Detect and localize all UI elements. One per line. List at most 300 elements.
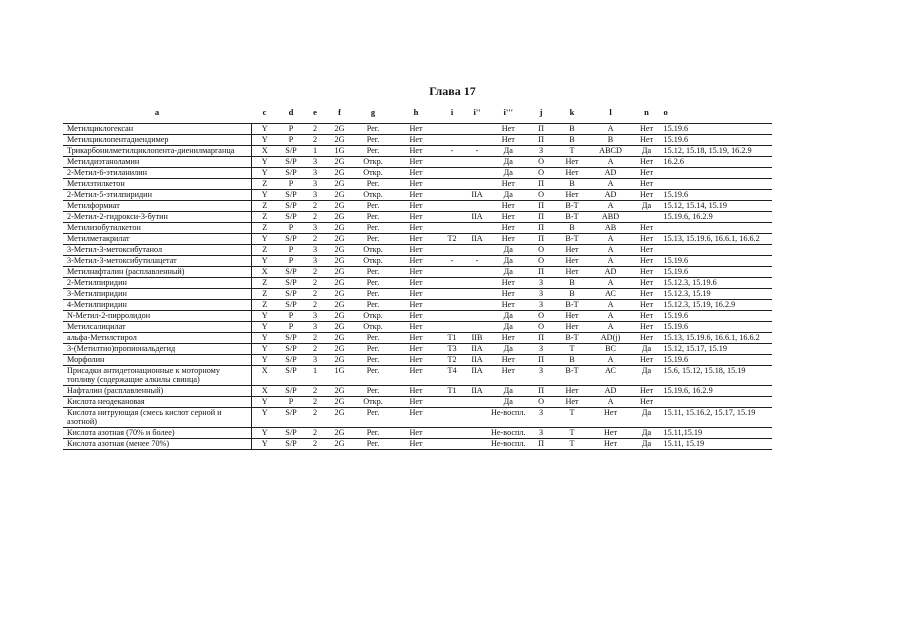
table-cell <box>439 266 465 277</box>
table-cell: P <box>278 396 304 407</box>
table-cell: Нет <box>555 321 590 332</box>
table-cell: 2 <box>304 396 326 407</box>
column-header: a <box>154 107 160 117</box>
table-cell: Откр. <box>353 244 393 255</box>
table-cell: 3 <box>304 310 326 321</box>
table-cell: 15.13, 15.19.6, 16.6.1, 16.6.2 <box>662 332 772 343</box>
table-cell: 2G <box>326 407 353 427</box>
product-name-cell: Метилсалицилат <box>63 321 251 332</box>
table-cell: Нет <box>393 156 439 167</box>
table-cell: О <box>528 321 555 332</box>
table-cell: 2G <box>326 266 353 277</box>
table-cell: Да <box>489 396 528 407</box>
table-cell: Да <box>489 343 528 354</box>
table-cell: X <box>251 145 278 156</box>
table-cell: Y <box>251 255 278 266</box>
table-cell: Нет <box>632 288 662 299</box>
table-cell: IIA <box>465 211 489 222</box>
table-row <box>63 178 772 189</box>
table-cell: IIA <box>465 354 489 365</box>
table-row <box>63 332 772 343</box>
table-cell: З <box>528 427 555 438</box>
table-cell <box>439 299 465 310</box>
table-cell: 2 <box>304 200 326 211</box>
product-name-cell: Кислота нитрующая (смесь кислот серной и азотной) <box>63 407 251 427</box>
table-cell: А <box>590 123 632 134</box>
table-cell <box>465 277 489 288</box>
table-cell: AD <box>590 266 632 277</box>
table-cell <box>662 396 772 407</box>
table-cell: Да <box>632 365 662 385</box>
table-cell: Рег. <box>353 288 393 299</box>
table-cell <box>439 277 465 288</box>
product-name-cell: Метилциклогексан <box>63 123 251 134</box>
table-cell: Нет <box>632 396 662 407</box>
table-row <box>63 310 772 321</box>
table-cell: IIA <box>465 385 489 396</box>
table-cell <box>465 123 489 134</box>
table-cell <box>439 407 465 427</box>
table-cell: А <box>590 244 632 255</box>
table-row <box>63 396 772 407</box>
table-cell: Да <box>489 189 528 200</box>
table-cell <box>439 156 465 167</box>
table-row <box>63 233 772 244</box>
table-cell: А <box>590 354 632 365</box>
table-cell: А <box>590 310 632 321</box>
table-cell: З <box>528 299 555 310</box>
table-cell: X <box>251 385 278 396</box>
table-cell: Да <box>489 255 528 266</box>
table-cell: 15.12.3, 15.19 <box>662 288 772 299</box>
table-cell: 15.11, 15.19 <box>662 438 772 449</box>
table-cell: АВ <box>590 222 632 233</box>
table-cell: Нет <box>632 266 662 277</box>
table-cell <box>465 288 489 299</box>
table-cell: В-Т <box>555 233 590 244</box>
table-cell: 2G <box>326 189 353 200</box>
table-cell: Да <box>489 266 528 277</box>
table-cell: 2 <box>304 299 326 310</box>
table-cell: 16.2.6 <box>662 156 772 167</box>
table-cell: Y <box>251 332 278 343</box>
table-cell: Нет <box>393 427 439 438</box>
table-cell: Y <box>251 407 278 427</box>
table-cell: S/P <box>278 365 304 385</box>
table-header-row <box>63 108 772 123</box>
table-cell <box>662 178 772 189</box>
table-row <box>63 438 772 449</box>
table-cell: Нет <box>632 321 662 332</box>
product-name-cell: Кислота азотная (менее 70%) <box>63 438 251 449</box>
table-cell: Нет <box>393 266 439 277</box>
table-cell: З <box>528 145 555 156</box>
table-row <box>63 222 772 233</box>
table-cell: Нет <box>489 178 528 189</box>
table-cell: П <box>528 134 555 145</box>
table-cell: 3 <box>304 156 326 167</box>
table-cell: AD <box>590 167 632 178</box>
table-cell: S/P <box>278 299 304 310</box>
table-cell: А <box>590 178 632 189</box>
table-cell: Нет <box>555 189 590 200</box>
table-cell: 2G <box>326 299 353 310</box>
table-cell: 1G <box>326 365 353 385</box>
product-name-cell: 3-Метилпиридин <box>63 288 251 299</box>
table-cell: 15.12.3, 15.19, 16.2.9 <box>662 299 772 310</box>
table-cell <box>439 178 465 189</box>
table-cell: P <box>278 255 304 266</box>
product-name-cell: Метилциклопентадиендимер <box>63 134 251 145</box>
table-cell: P <box>278 222 304 233</box>
table-cell: Откр. <box>353 396 393 407</box>
product-name-cell: 2-Метил-2-гидрокси-3-бутин <box>63 211 251 222</box>
table-cell: А <box>590 299 632 310</box>
table-cell: Нет <box>555 310 590 321</box>
table-cell: Нет <box>489 288 528 299</box>
table-cell: 2 <box>304 266 326 277</box>
table-cell: Y <box>251 310 278 321</box>
table-cell: S/P <box>278 354 304 365</box>
table-cell: П <box>528 354 555 365</box>
table-cell: Не-воспл. <box>491 438 526 448</box>
column-header: e <box>313 107 317 117</box>
product-name-cell: Метилизобутилкетон <box>63 222 251 233</box>
table-cell: Рег. <box>353 385 393 396</box>
table-cell: А <box>590 255 632 266</box>
table-cell: Да <box>632 343 662 354</box>
table-cell <box>439 438 465 449</box>
table-cell: S/P <box>278 211 304 222</box>
table-cell: 15.12, 15.18, 15.19, 16.2.9 <box>662 145 772 156</box>
table-cell: Рег. <box>353 266 393 277</box>
table-row <box>63 266 772 277</box>
table-cell <box>465 438 489 449</box>
product-name-cell: Метилнафталин (расплавленный) <box>63 266 251 277</box>
table-cell: T4 <box>439 365 465 385</box>
table-cell: О <box>528 189 555 200</box>
table-cell: Откр. <box>353 189 393 200</box>
table-cell: Да <box>489 145 528 156</box>
table-cell <box>465 134 489 145</box>
product-name-cell: Трикарбонилметилциклопента-диенилмарганца <box>63 145 251 156</box>
table-row <box>63 277 772 288</box>
product-name-cell: Кислота неодекановая <box>63 396 251 407</box>
table-cell: Рег. <box>353 123 393 134</box>
table-cell: АС <box>590 288 632 299</box>
table-cell: Нет <box>632 156 662 167</box>
table-row <box>63 200 772 211</box>
table-cell <box>439 167 465 178</box>
table-cell: 15.19.6, 16.2.9 <box>662 211 772 222</box>
table-row <box>63 288 772 299</box>
table-cell: Нет <box>590 407 632 427</box>
table-cell: Нет <box>393 343 439 354</box>
table-cell: Нет <box>393 365 439 385</box>
table-cell: AD(j) <box>590 332 632 343</box>
table-cell: Да <box>489 310 528 321</box>
table-row <box>63 123 772 134</box>
table-cell: Z <box>251 244 278 255</box>
table-cell: Y <box>251 321 278 332</box>
table-cell: Нет <box>393 396 439 407</box>
table-cell: S/P <box>278 266 304 277</box>
table-cell: Т <box>555 145 590 156</box>
table-cell: Рег. <box>353 277 393 288</box>
table-cell: P <box>278 178 304 189</box>
table-cell: Откр. <box>353 310 393 321</box>
table-cell <box>465 407 489 427</box>
table-cell: Нет <box>393 189 439 200</box>
column-header: l <box>609 107 612 117</box>
table-cell: Y <box>251 396 278 407</box>
table-cell: 3 <box>304 255 326 266</box>
table-cell: Y <box>251 189 278 200</box>
table-cell: S/P <box>278 407 304 427</box>
table-cell: P <box>278 310 304 321</box>
table-cell <box>465 299 489 310</box>
table-cell: Нет <box>393 145 439 156</box>
table-cell: 2 <box>304 123 326 134</box>
product-name-cell: альфа-Метилстирол <box>63 332 251 343</box>
table-cell: О <box>528 396 555 407</box>
table-cell: P <box>278 321 304 332</box>
table-cell: 15.19.6 <box>662 134 772 145</box>
table-cell: Да <box>632 407 662 427</box>
table-cell: Да <box>489 321 528 332</box>
table-cell <box>439 222 465 233</box>
table-cell <box>465 266 489 277</box>
table-cell: 2 <box>304 427 326 438</box>
table-cell: IIA <box>465 233 489 244</box>
table-row <box>63 244 772 255</box>
table-cell: 2 <box>304 277 326 288</box>
table-cell: 2 <box>304 288 326 299</box>
table-cell: Нет <box>590 438 632 449</box>
table-cell: 2G <box>326 310 353 321</box>
table-cell: Нет <box>632 310 662 321</box>
table-cell: 2G <box>326 211 353 222</box>
table-cell: 3 <box>304 189 326 200</box>
table-cell: Нет <box>555 396 590 407</box>
table-cell: Нет <box>393 200 439 211</box>
table-cell: 15.19.6 <box>662 266 772 277</box>
product-name-cell: Метилформиат <box>63 200 251 211</box>
table-cell: 2G <box>326 288 353 299</box>
table-cell: - <box>439 145 465 156</box>
table-cell: Нет <box>393 438 439 449</box>
table-cell: Нет <box>489 354 528 365</box>
table-cell: АС <box>590 365 632 385</box>
table-row <box>63 343 772 354</box>
table-cell: Нет <box>632 233 662 244</box>
table-cell: 3 <box>304 167 326 178</box>
table-cell: Нет <box>555 167 590 178</box>
table-cell: 2 <box>304 332 326 343</box>
table-cell <box>465 222 489 233</box>
table-cell <box>439 189 465 200</box>
table-cell: P <box>278 244 304 255</box>
table-cell <box>439 211 465 222</box>
table-cell: S/P <box>278 167 304 178</box>
table-cell: П <box>528 211 555 222</box>
table-cell: 2 <box>304 385 326 396</box>
table-cell: Да <box>489 156 528 167</box>
table-cell: 15.19.6, 16.2.9 <box>662 385 772 396</box>
table-cell: 2G <box>326 134 353 145</box>
table-cell: 15.13, 15.19.6, 16.6.1, 16.6.2 <box>662 233 772 244</box>
table-cell: 2G <box>326 167 353 178</box>
table-cell: Нет <box>489 123 528 134</box>
table-cell: Нет <box>393 211 439 222</box>
table-cell: Нет <box>632 123 662 134</box>
table-body <box>63 123 772 449</box>
column-header: c <box>262 107 267 117</box>
table-cell: X <box>251 365 278 385</box>
table-cell: Y <box>251 123 278 134</box>
table-cell: 2G <box>326 178 353 189</box>
table-cell: IIB <box>465 332 489 343</box>
table-cell: Нет <box>632 385 662 396</box>
table-cell: 2G <box>326 277 353 288</box>
table-cell: А <box>590 277 632 288</box>
table-cell: В <box>555 123 590 134</box>
table-cell: Нет <box>632 222 662 233</box>
table-cell: 15.19.6 <box>662 123 772 134</box>
table-cell: - <box>465 145 489 156</box>
table-cell: AD <box>590 385 632 396</box>
table-cell: Z <box>251 178 278 189</box>
table-cell: Рег. <box>353 354 393 365</box>
table-row <box>63 189 772 200</box>
table-cell: Y <box>251 233 278 244</box>
table-cell: Нет <box>489 211 528 222</box>
table-cell: T2 <box>439 233 465 244</box>
table-cell: - <box>465 255 489 266</box>
table-cell: Рег. <box>353 178 393 189</box>
table-cell: Нет <box>489 233 528 244</box>
table-cell: Да <box>489 167 528 178</box>
table-cell: З <box>528 407 555 427</box>
table-cell: В-Т <box>555 365 590 385</box>
table-cell: AD <box>590 189 632 200</box>
table-cell: О <box>528 156 555 167</box>
table-cell: Нет <box>489 365 528 385</box>
table-cell: IIA <box>465 365 489 385</box>
table-cell: Нет <box>393 255 439 266</box>
table-row <box>63 385 772 396</box>
chapter-title: Глава 17 <box>429 84 476 98</box>
table-cell: 2 <box>304 407 326 427</box>
table-cell: 15.19.6 <box>662 310 772 321</box>
product-name-cell: Морфолин <box>63 354 251 365</box>
table-cell: Откр. <box>353 156 393 167</box>
table-cell: Рег. <box>353 200 393 211</box>
table-cell: IIA <box>465 343 489 354</box>
table-cell: 1G <box>326 145 353 156</box>
table-cell: 15.19.6 <box>662 255 772 266</box>
table-cell: S/P <box>278 145 304 156</box>
table-cell: Z <box>251 277 278 288</box>
table-cell: Нет <box>555 255 590 266</box>
table-cell: Нет <box>489 299 528 310</box>
table-cell: Нет <box>393 167 439 178</box>
table-cell <box>439 200 465 211</box>
column-header: d <box>288 107 294 117</box>
table-cell: Y <box>251 427 278 438</box>
table-cell: Y <box>251 167 278 178</box>
table-cell: 2 <box>304 134 326 145</box>
table-cell: Нет <box>393 233 439 244</box>
table-cell: Откр. <box>353 255 393 266</box>
table-cell: 15.11, 15.16.2, 15.17, 15.19 <box>662 407 772 427</box>
table-cell <box>439 123 465 134</box>
table-cell <box>632 211 662 222</box>
table-row <box>63 299 772 310</box>
table-cell: 3 <box>304 222 326 233</box>
table-cell: T1 <box>439 385 465 396</box>
table-cell: S/P <box>278 343 304 354</box>
table-cell: Да <box>489 385 528 396</box>
table-cell <box>662 167 772 178</box>
table-cell: Нет <box>632 255 662 266</box>
table-cell: Нет <box>632 167 662 178</box>
table-cell: 2G <box>326 156 353 167</box>
table-cell: 1 <box>304 145 326 156</box>
table-cell: Рег. <box>353 145 393 156</box>
table-cell: 2G <box>326 200 353 211</box>
table-cell: T3 <box>439 343 465 354</box>
table-cell: В-Т <box>555 299 590 310</box>
table-cell: Нет <box>632 178 662 189</box>
table-cell <box>465 310 489 321</box>
column-header: o <box>663 107 668 117</box>
table-cell <box>439 244 465 255</box>
table-cell: S/P <box>278 233 304 244</box>
table-cell: П <box>528 233 555 244</box>
table-cell: S/P <box>278 427 304 438</box>
table-cell: 15.12.3, 15.19.6 <box>662 277 772 288</box>
table-cell: В <box>590 134 632 145</box>
table-row <box>63 156 772 167</box>
table-cell: X <box>251 266 278 277</box>
product-name-cell: 4-Метилпиридин <box>63 299 251 310</box>
product-name-cell: Нафталин (расплавленный) <box>63 385 251 396</box>
table-cell: 15.19.6 <box>662 189 772 200</box>
table-cell: S/P <box>278 385 304 396</box>
column-header: k <box>569 107 575 117</box>
table-cell: Нет <box>555 266 590 277</box>
table-cell: T2 <box>439 354 465 365</box>
table-cell: В-Т <box>555 211 590 222</box>
table-cell: Нет <box>555 156 590 167</box>
cargo-table <box>63 108 772 450</box>
table-cell: S/P <box>278 200 304 211</box>
table-row <box>63 321 772 332</box>
table-cell: 2G <box>326 233 353 244</box>
table-cell: Т <box>555 407 590 427</box>
table-cell: О <box>528 310 555 321</box>
table-cell: О <box>528 244 555 255</box>
table-cell: Да <box>632 427 662 438</box>
table-cell: Т <box>555 438 590 449</box>
table-cell: Рег. <box>353 211 393 222</box>
table-cell: Рег. <box>353 222 393 233</box>
table-cell: Рег. <box>353 299 393 310</box>
table-cell <box>465 156 489 167</box>
table-cell: В-Т <box>555 200 590 211</box>
table-cell: Нет <box>393 244 439 255</box>
